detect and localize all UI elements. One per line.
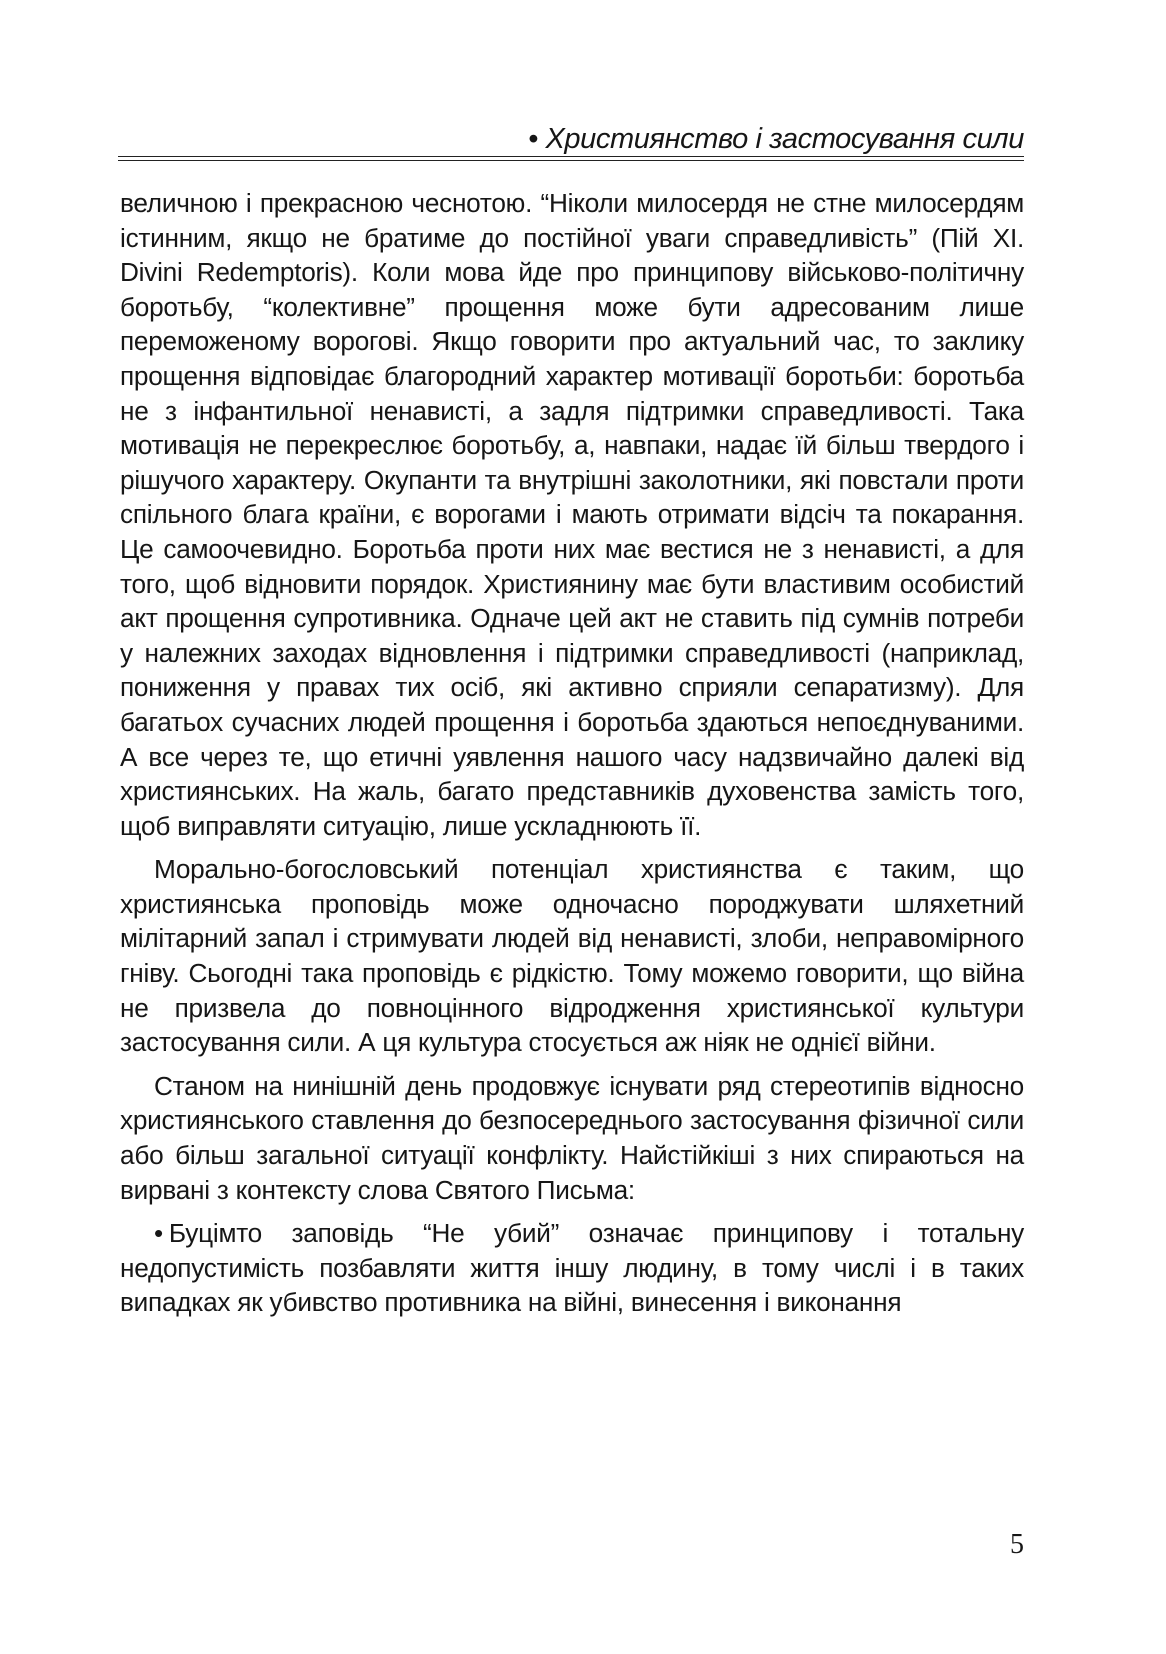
bullet-item (120, 1216, 1024, 1320)
paragraph-2: Морально-богословський потенціал християнства є таким, що християнська проповідь може одночасно породжувати шляхетний мілітарний запал і стримувати людей від ненависті, злоби, неправомірного гніву. Сьогодні така проповідь є рідкістю. Тому можемо говорити, що війна не призвела до повноцінного відродження християнської культури застосування сили. А ця культура стосується аж ніяк не однієї війни. (120, 854, 1024, 1058)
page-number: 5 (1010, 1529, 1024, 1560)
paragraph-3: Станом на нинішній день продовжує існувати ряд стереотипів відносно християнського ставлення до безпосереднього застосування фізичної сили або більш загальної ситуації конфлікту. Найстійкіші з них спираються на вирвані з контексту слова Святого Письма: (120, 1070, 1024, 1205)
body-text (120, 186, 1024, 1329)
running-header: • Християнство і застосування сили (528, 123, 1024, 155)
bullet-mark: • (154, 1218, 163, 1249)
paragraph-1: величною і прекрасною чеснотою. “Ніколи милосердя не стне милосердям істинним, якщо не братиме до постійної уваги справедливість” (Пій XI. Divini Redemptoris). Коли мова йде про принципову військово-політичну боротьбу, “колективне” прощення може бути адресованим лише переможеному ворогові. Якщо говорити про актуальний час, то заклику прощення відповідає благородний характер мотивації боротьби: боротьба не з інфантильної ненависті, а задля підтримки справедливості. Така мотивація не перекреслює боротьбу, а, навпаки, надає їй більш твердого і рішучого характеру. Окупанти та внутрішні заколотники, які повстали проти спільного блага країни, є ворогами і мають отримати відсіч та покарання. Це самоочевидно. Боротьба проти них має вестися не з ненависті, а для того, щоб відновити порядок. Християнину має бути властивим особистий акт прощення супротивника. Одначе цей акт не ставить під сумнів потреби у належних заходах відновлення і підтримки справедливості (наприклад, пониження у правах тих осіб, які активно сприяли сепаратизму). Для багатьох сучасних людей прощення і боротьба здаються непоєднуваними. А все через те, що етичні уявлення нашого часу надзвичайно далекі від християнських. На жаль, багато представників духовенства замість того, щоб виправляти ситуацію, лише ускладнюють її. (120, 188, 1024, 841)
header-rule (118, 156, 1024, 161)
bullet-text: Буцімто заповідь “Не убий” означає принципову і тотальну недопустимість позбавляти життя іншу людину, в тому числі і в таких випадках як убивство противника на війні, винесення і виконання (120, 1218, 1024, 1318)
